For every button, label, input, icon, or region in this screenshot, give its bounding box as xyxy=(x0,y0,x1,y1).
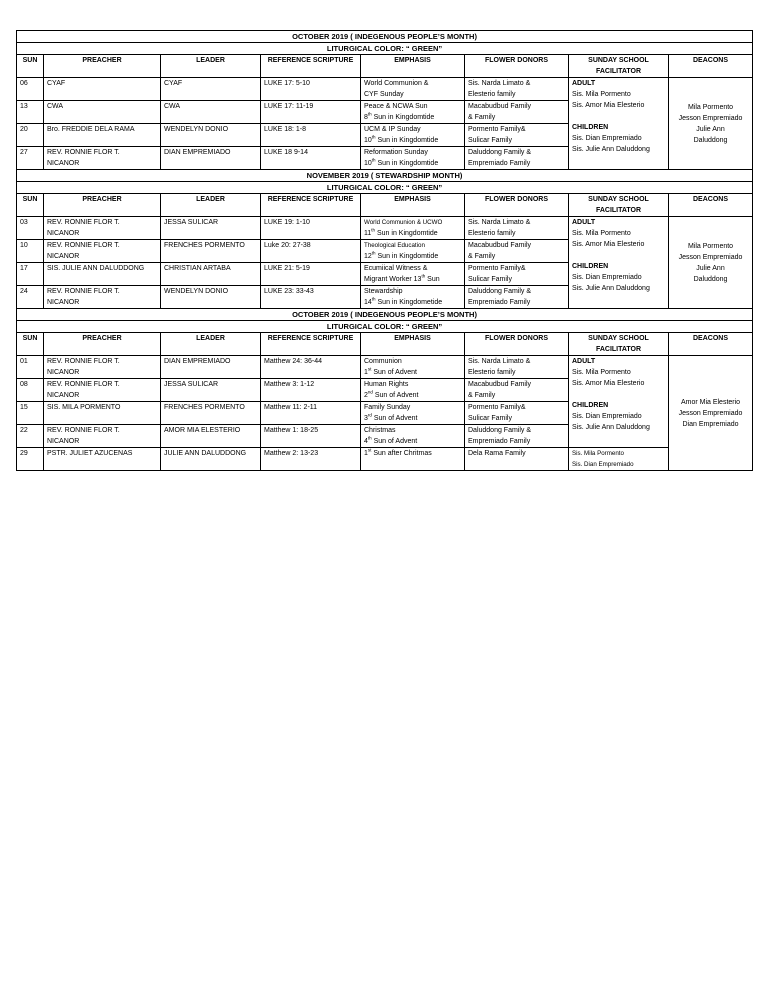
emphasis-cell xyxy=(361,78,465,101)
emphasis-line: World Communion & xyxy=(364,80,429,87)
emphasis-line: Christmas xyxy=(364,427,396,434)
sun-date: 29 xyxy=(17,448,44,471)
preacher-line: SIS. JULIE ANN DALUDDONG xyxy=(47,265,145,272)
emphasis-line: Theological Education xyxy=(364,242,425,249)
header-leader: LEADER xyxy=(161,55,261,78)
emphasis-text: Sun of Advent xyxy=(371,415,418,422)
preacher-cell xyxy=(44,286,161,309)
emphasis-cell xyxy=(361,286,465,309)
facilitator-line: Sis. Mila Pormento xyxy=(572,369,631,376)
header-leader: LEADER xyxy=(161,333,261,356)
deacon-line: Mila Pormento xyxy=(687,242,734,250)
facilitator-line: ADULT xyxy=(572,80,596,87)
emphasis-cell xyxy=(361,402,465,425)
sun-date: 24 xyxy=(17,286,44,309)
emphasis-text: Sun in Kingdomtide xyxy=(375,137,439,144)
preacher-cell xyxy=(44,448,161,471)
leader-cell: CHRISTIAN ARTABA xyxy=(161,263,261,286)
emphasis-line: UCM & IP Sunday xyxy=(364,126,421,133)
emphasis-ordinal: th xyxy=(421,273,426,279)
scripture-cell: LUKE 18: 1-8 xyxy=(261,124,361,147)
preacher-cell xyxy=(44,425,161,448)
preacher-line: PSTR. JULIET AZUCENAS xyxy=(47,450,133,457)
sunday-school-cell xyxy=(569,448,669,471)
emphasis-line xyxy=(364,228,461,239)
emphasis-ordinal: th xyxy=(367,111,372,117)
leader-cell: JESSA SULICAR xyxy=(161,217,261,240)
header-preacher: PREACHER xyxy=(44,55,161,78)
flower-line: Pormento Family& xyxy=(468,126,526,133)
sun-date: 22 xyxy=(17,425,44,448)
deacon-line: Mila Pormento xyxy=(687,103,734,111)
emphasis-cell xyxy=(361,425,465,448)
flower-donors-cell xyxy=(465,101,569,124)
flower-donors-cell xyxy=(465,240,569,263)
column-header-row xyxy=(17,333,753,356)
leader-cell: AMOR MIA ELESTERIO xyxy=(161,425,261,448)
liturgical-color-row xyxy=(17,182,753,194)
leader-cell: JULIE ANN DALUDDONG xyxy=(161,448,261,471)
flower-line: Macabudbud Family xyxy=(468,242,532,249)
emphasis-number: 8 xyxy=(364,114,368,121)
scripture-cell: LUKE 21: 5-19 xyxy=(261,263,361,286)
emphasis-line xyxy=(364,274,461,285)
header-deacons: DEACONS xyxy=(669,194,753,217)
flower-donors-cell xyxy=(465,402,569,425)
scripture-cell: Matthew 1: 18-25 xyxy=(261,425,361,448)
emphasis-cell xyxy=(361,263,465,286)
emphasis-ordinal: st xyxy=(367,366,372,372)
emphasis-ordinal: nd xyxy=(367,389,373,395)
flower-donors-cell xyxy=(465,217,569,240)
header-deacons: DEACONS xyxy=(669,55,753,78)
header-emphasis: EMPHASIS xyxy=(361,55,465,78)
emphasis-line xyxy=(364,112,461,123)
preacher-cell xyxy=(44,101,161,124)
header-emphasis: EMPHASIS xyxy=(361,333,465,356)
facilitator-line: ADULT xyxy=(572,219,596,226)
scripture-cell: Luke 20: 27-38 xyxy=(261,240,361,263)
emphasis-text: Sun of Advent xyxy=(372,392,419,399)
emphasis-number: Migrant Worker 13 xyxy=(364,276,422,283)
flower-line: Macabudbud Family xyxy=(468,381,532,388)
emphasis-line: World Communion & UCWO xyxy=(364,219,443,226)
sun-date: 08 xyxy=(17,379,44,402)
deacon-line: Julie Ann xyxy=(696,125,725,133)
emphasis-line: Stewardship xyxy=(364,288,403,295)
flower-donors-cell xyxy=(465,425,569,448)
leader-cell: DIAN EMPREMIADO xyxy=(161,356,261,379)
header-sunday-school xyxy=(569,333,669,356)
leader-cell: DIAN EMPREMIADO xyxy=(161,147,261,170)
sun-date: 03 xyxy=(17,217,44,240)
flower-line: Empremiado Family xyxy=(468,299,531,306)
section-title: OCTOBER 2019 ( INDEGENOUS PEOPLE’S MONTH) xyxy=(17,31,753,43)
emphasis-line xyxy=(364,367,461,378)
leader-cell: WENDELYN DONIO xyxy=(161,124,261,147)
emphasis-ordinal: th xyxy=(367,435,372,441)
header-flower-donors: FLOWER DONORS xyxy=(465,333,569,356)
schedule-row xyxy=(17,448,753,471)
preacher-line: REV. RONNIE FLOR T. xyxy=(47,427,120,434)
emphasis-line: Reformation Sunday xyxy=(364,149,428,156)
header-ss-line: SUNDAY SCHOOL xyxy=(588,335,649,342)
flower-line: Daluddong Family & xyxy=(468,149,532,156)
emphasis-ordinal: th xyxy=(371,157,376,163)
flower-line: Sis. Narda Limato & xyxy=(468,358,531,365)
preacher-cell xyxy=(44,217,161,240)
emphasis-line xyxy=(364,297,461,308)
flower-donors-cell xyxy=(465,78,569,101)
sun-date: 01 xyxy=(17,356,44,379)
preacher-line: Bro. FREDDIE DELA RAMA xyxy=(47,126,135,133)
emphasis-ordinal: th xyxy=(371,296,376,302)
preacher-line: CYAF xyxy=(47,80,66,87)
emphasis-line xyxy=(364,390,461,401)
emphasis-cell xyxy=(361,448,465,471)
spacer xyxy=(572,111,665,122)
header-sun: SUN xyxy=(17,333,44,356)
header-scripture: REFERENCE SCRIPTURE xyxy=(261,194,361,217)
deacon-line: Jesson Empremiado xyxy=(678,409,743,417)
emphasis-line: Family Sunday xyxy=(364,404,411,411)
emphasis-line xyxy=(364,251,461,262)
preacher-line: REV. RONNIE FLOR T. xyxy=(47,219,120,226)
facilitator-line: Sis. Julie Ann Daluddong xyxy=(572,285,650,292)
scripture-cell: Matthew 11: 2-11 xyxy=(261,402,361,425)
emphasis-number: 2 xyxy=(364,392,368,399)
preacher-line: REV. RONNIE FLOR T. xyxy=(47,288,120,295)
emphasis-cell xyxy=(361,356,465,379)
emphasis-cell xyxy=(361,124,465,147)
scripture-cell: Matthew 2: 13-23 xyxy=(261,448,361,471)
schedule-row xyxy=(17,356,753,379)
leader-cell: CYAF xyxy=(161,78,261,101)
flower-line: Sis. Narda Limato & xyxy=(468,80,531,87)
facilitator-line: Sis. Mila Pormento xyxy=(572,230,631,237)
emphasis-cell xyxy=(361,217,465,240)
flower-line: Elesterio family xyxy=(468,230,516,237)
sunday-school-cell xyxy=(569,78,669,170)
flower-donors-cell xyxy=(465,379,569,402)
deacon-line: Jesson Empremiado xyxy=(678,253,743,261)
preacher-line: NICANOR xyxy=(47,369,80,376)
emphasis-ordinal: st xyxy=(367,447,372,453)
section-title-row xyxy=(17,31,753,43)
deacons-cell xyxy=(669,78,753,170)
flower-line: Empremiado Family xyxy=(468,438,531,445)
leader-cell: FRENCHES PORMENTO xyxy=(161,240,261,263)
flower-line: Elesterio family xyxy=(468,369,516,376)
emphasis-number: 3 xyxy=(364,415,368,422)
deacon-line: Amor Mia Elesterio xyxy=(680,398,741,406)
deacon-line: Daluddong xyxy=(693,275,728,283)
liturgical-color-row xyxy=(17,321,753,333)
emphasis-text: Sun in Kingdometide xyxy=(375,299,443,306)
emphasis-cell xyxy=(361,101,465,124)
facilitator-line: CHILDREN xyxy=(572,402,609,409)
header-leader: LEADER xyxy=(161,194,261,217)
section-title-row xyxy=(17,309,753,321)
preacher-line: REV. RONNIE FLOR T. xyxy=(47,358,120,365)
deacon-line: Daluddong xyxy=(693,136,728,144)
scripture-cell: LUKE 19: 1-10 xyxy=(261,217,361,240)
column-header-row xyxy=(17,194,753,217)
preacher-line: REV. RONNIE FLOR T. xyxy=(47,149,120,156)
header-sunday-school xyxy=(569,55,669,78)
flower-line: Dela Rama Family xyxy=(468,450,526,457)
emphasis-text: Sun in Kingdomtide xyxy=(371,114,435,121)
flower-donors-cell xyxy=(465,286,569,309)
emphasis-text: Sun after Chritmas xyxy=(371,450,432,457)
header-ss-line: FACILITATOR xyxy=(595,207,642,214)
emphasis-cell xyxy=(361,147,465,170)
facilitator-line: Sis. Julie Ann Daluddong xyxy=(572,146,650,153)
section-title: OCTOBER 2019 ( INDEGENOUS PEOPLE’S MONTH) xyxy=(17,309,753,321)
preacher-cell xyxy=(44,240,161,263)
schedule-row xyxy=(17,78,753,101)
emphasis-number: 10 xyxy=(364,137,372,144)
facilitator-line: Sis. Amor Mia Elesterio xyxy=(572,380,645,387)
preacher-cell xyxy=(44,78,161,101)
emphasis-line xyxy=(364,158,461,169)
sun-date: 17 xyxy=(17,263,44,286)
sun-date: 15 xyxy=(17,402,44,425)
emphasis-line: Communion xyxy=(364,358,402,365)
sun-date: 10 xyxy=(17,240,44,263)
liturgical-color: LITURGICAL COLOR: “ GREEN” xyxy=(17,43,753,55)
emphasis-ordinal: th xyxy=(371,250,376,256)
preacher-line: NICANOR xyxy=(47,230,80,237)
deacon-line: Jesson Empremiado xyxy=(678,114,743,122)
sunday-school-cell xyxy=(569,356,669,448)
sun-date: 06 xyxy=(17,78,44,101)
header-scripture: REFERENCE SCRIPTURE xyxy=(261,55,361,78)
emphasis-text: Sun in Kingdomtide xyxy=(375,160,439,167)
header-ss-line: SUNDAY SCHOOL xyxy=(588,57,649,64)
emphasis-number: 1 xyxy=(364,450,368,457)
emphasis-line xyxy=(364,413,461,424)
flower-line: & Family xyxy=(468,114,496,121)
header-ss-line: FACILITATOR xyxy=(595,68,642,75)
facilitator-line: Sis. Dian Empremiado xyxy=(572,274,642,281)
emphasis-line: Ecumiical Witness & xyxy=(364,265,428,272)
scripture-cell: LUKE 17: 5-10 xyxy=(261,78,361,101)
flower-line: Elesterio family xyxy=(468,91,516,98)
deacon-line: Julie Ann xyxy=(696,264,725,272)
emphasis-text: Sun in Kingdomtide xyxy=(375,230,438,237)
preacher-line: NICANOR xyxy=(47,160,80,167)
preacher-cell xyxy=(44,147,161,170)
scripture-cell: Matthew 24: 36-44 xyxy=(261,356,361,379)
facilitator-line: Sis. Dian Empremiado xyxy=(572,461,634,468)
deacons-cell xyxy=(669,356,753,471)
deacons-cell xyxy=(669,217,753,309)
preacher-line: NICANOR xyxy=(47,299,80,306)
header-preacher: PREACHER xyxy=(44,333,161,356)
facilitator-line: Sis. Julie Ann Daluddong xyxy=(572,424,650,431)
flower-line: & Family xyxy=(468,392,496,399)
liturgical-color-row xyxy=(17,43,753,55)
emphasis-number: 1 xyxy=(364,369,368,376)
leader-cell: WENDELYN DONIO xyxy=(161,286,261,309)
emphasis-number: 14 xyxy=(364,299,372,306)
scripture-cell: Matthew 3: 1-12 xyxy=(261,379,361,402)
flower-line: & Family xyxy=(468,253,496,260)
facilitator-line: Sis. Amor Mia Elesterio xyxy=(572,241,645,248)
leader-cell: JESSA SULICAR xyxy=(161,379,261,402)
emphasis-ordinal: th xyxy=(371,134,376,140)
flower-line: Macabudbud Family xyxy=(468,103,532,110)
facilitator-line: CHILDREN xyxy=(572,124,609,131)
flower-line: Pormento Family& xyxy=(468,404,526,411)
flower-line: Sis. Narda Limato & xyxy=(468,219,531,226)
emphasis-line xyxy=(364,448,461,459)
leader-cell: CWA xyxy=(161,101,261,124)
emphasis-line: Human Rights xyxy=(364,381,409,388)
header-deacons: DEACONS xyxy=(669,333,753,356)
scripture-cell: LUKE 17: 11-19 xyxy=(261,101,361,124)
emphasis-number: 4 xyxy=(364,438,368,445)
preacher-cell xyxy=(44,379,161,402)
flower-line: Daluddong Family & xyxy=(468,288,532,295)
sun-date: 13 xyxy=(17,101,44,124)
column-header-row xyxy=(17,55,753,78)
sunday-school-cell xyxy=(569,217,669,309)
emphasis-number: CYF Sunday xyxy=(364,91,404,98)
emphasis-cell xyxy=(361,379,465,402)
preacher-line: SIS. MILA PORMENTO xyxy=(47,404,121,411)
header-sunday-school xyxy=(569,194,669,217)
emphasis-line xyxy=(364,135,461,146)
scripture-cell: LUKE 18 9-14 xyxy=(261,147,361,170)
header-ss-line: FACILITATOR xyxy=(595,346,642,353)
emphasis-cell xyxy=(361,240,465,263)
preacher-cell xyxy=(44,263,161,286)
liturgical-color: LITURGICAL COLOR: “ GREEN” xyxy=(17,182,753,194)
flower-line: Daluddong Family & xyxy=(468,427,532,434)
flower-donors-cell xyxy=(465,356,569,379)
facilitator-line: Sis. Mila Pormento xyxy=(572,450,624,457)
preacher-line: NICANOR xyxy=(47,253,80,260)
emphasis-line xyxy=(364,89,461,100)
facilitator-line: Sis. Amor Mia Elesterio xyxy=(572,102,645,109)
section-title: NOVEMBER 2019 ( STEWARDSHIP MONTH) xyxy=(17,170,753,182)
emphasis-number: 10 xyxy=(364,160,372,167)
flower-donors-cell xyxy=(465,124,569,147)
header-flower-donors: FLOWER DONORS xyxy=(465,55,569,78)
emphasis-line xyxy=(364,436,461,447)
sun-date: 20 xyxy=(17,124,44,147)
section-title-row xyxy=(17,170,753,182)
spacer xyxy=(572,250,665,261)
flower-donors-cell xyxy=(465,263,569,286)
emphasis-number: 11 xyxy=(364,230,372,237)
emphasis-text: Sun of Advent xyxy=(371,438,418,445)
scripture-cell: LUKE 23: 33-43 xyxy=(261,286,361,309)
facilitator-line: Sis. Dian Empremiado xyxy=(572,135,642,142)
sun-date: 27 xyxy=(17,147,44,170)
leader-cell: FRENCHES PORMENTO xyxy=(161,402,261,425)
facilitator-line: Sis. Dian Empremiado xyxy=(572,413,642,420)
facilitator-line: ADULT xyxy=(572,358,596,365)
flower-line: Pormento Family& xyxy=(468,265,526,272)
preacher-line: NICANOR xyxy=(47,392,80,399)
emphasis-text: Sun in Kingdomtide xyxy=(375,253,439,260)
preacher-line: REV. RONNIE FLOR T. xyxy=(47,381,120,388)
header-sun: SUN xyxy=(17,55,44,78)
flower-line: Sulicar Family xyxy=(468,276,512,283)
header-preacher: PREACHER xyxy=(44,194,161,217)
emphasis-ordinal: rd xyxy=(367,412,372,418)
preacher-line: CWA xyxy=(47,103,64,110)
header-ss-line: SUNDAY SCHOOL xyxy=(588,196,649,203)
flower-line: Sulicar Family xyxy=(468,137,512,144)
header-flower-donors: FLOWER DONORS xyxy=(465,194,569,217)
spacer xyxy=(572,389,665,400)
header-sun: SUN xyxy=(17,194,44,217)
emphasis-line: Peace & NCWA Sun xyxy=(364,103,428,110)
header-scripture: REFERENCE SCRIPTURE xyxy=(261,333,361,356)
preacher-line: NICANOR xyxy=(47,438,80,445)
flower-donors-cell xyxy=(465,147,569,170)
preacher-cell xyxy=(44,124,161,147)
emphasis-text: Sun of Advent xyxy=(371,369,417,376)
flower-line: Sulicar Family xyxy=(468,415,512,422)
schedule-row xyxy=(17,217,753,240)
deacon-line: Dian Empremiado xyxy=(682,420,739,428)
preacher-line: REV. RONNIE FLOR T. xyxy=(47,242,120,249)
emphasis-text: Sun xyxy=(425,276,440,283)
emphasis-number: 12 xyxy=(364,253,372,260)
preacher-cell xyxy=(44,402,161,425)
liturgical-color: LITURGICAL COLOR: “ GREEN” xyxy=(17,321,753,333)
facilitator-line: Sis. Mila Pormento xyxy=(572,91,631,98)
flower-line: Empremiado Family xyxy=(468,160,531,167)
flower-donors-cell xyxy=(465,448,569,471)
facilitator-line: CHILDREN xyxy=(572,263,609,270)
schedule-table xyxy=(16,30,753,471)
emphasis-ordinal: th xyxy=(371,227,376,233)
preacher-cell xyxy=(44,356,161,379)
header-emphasis: EMPHASIS xyxy=(361,194,465,217)
